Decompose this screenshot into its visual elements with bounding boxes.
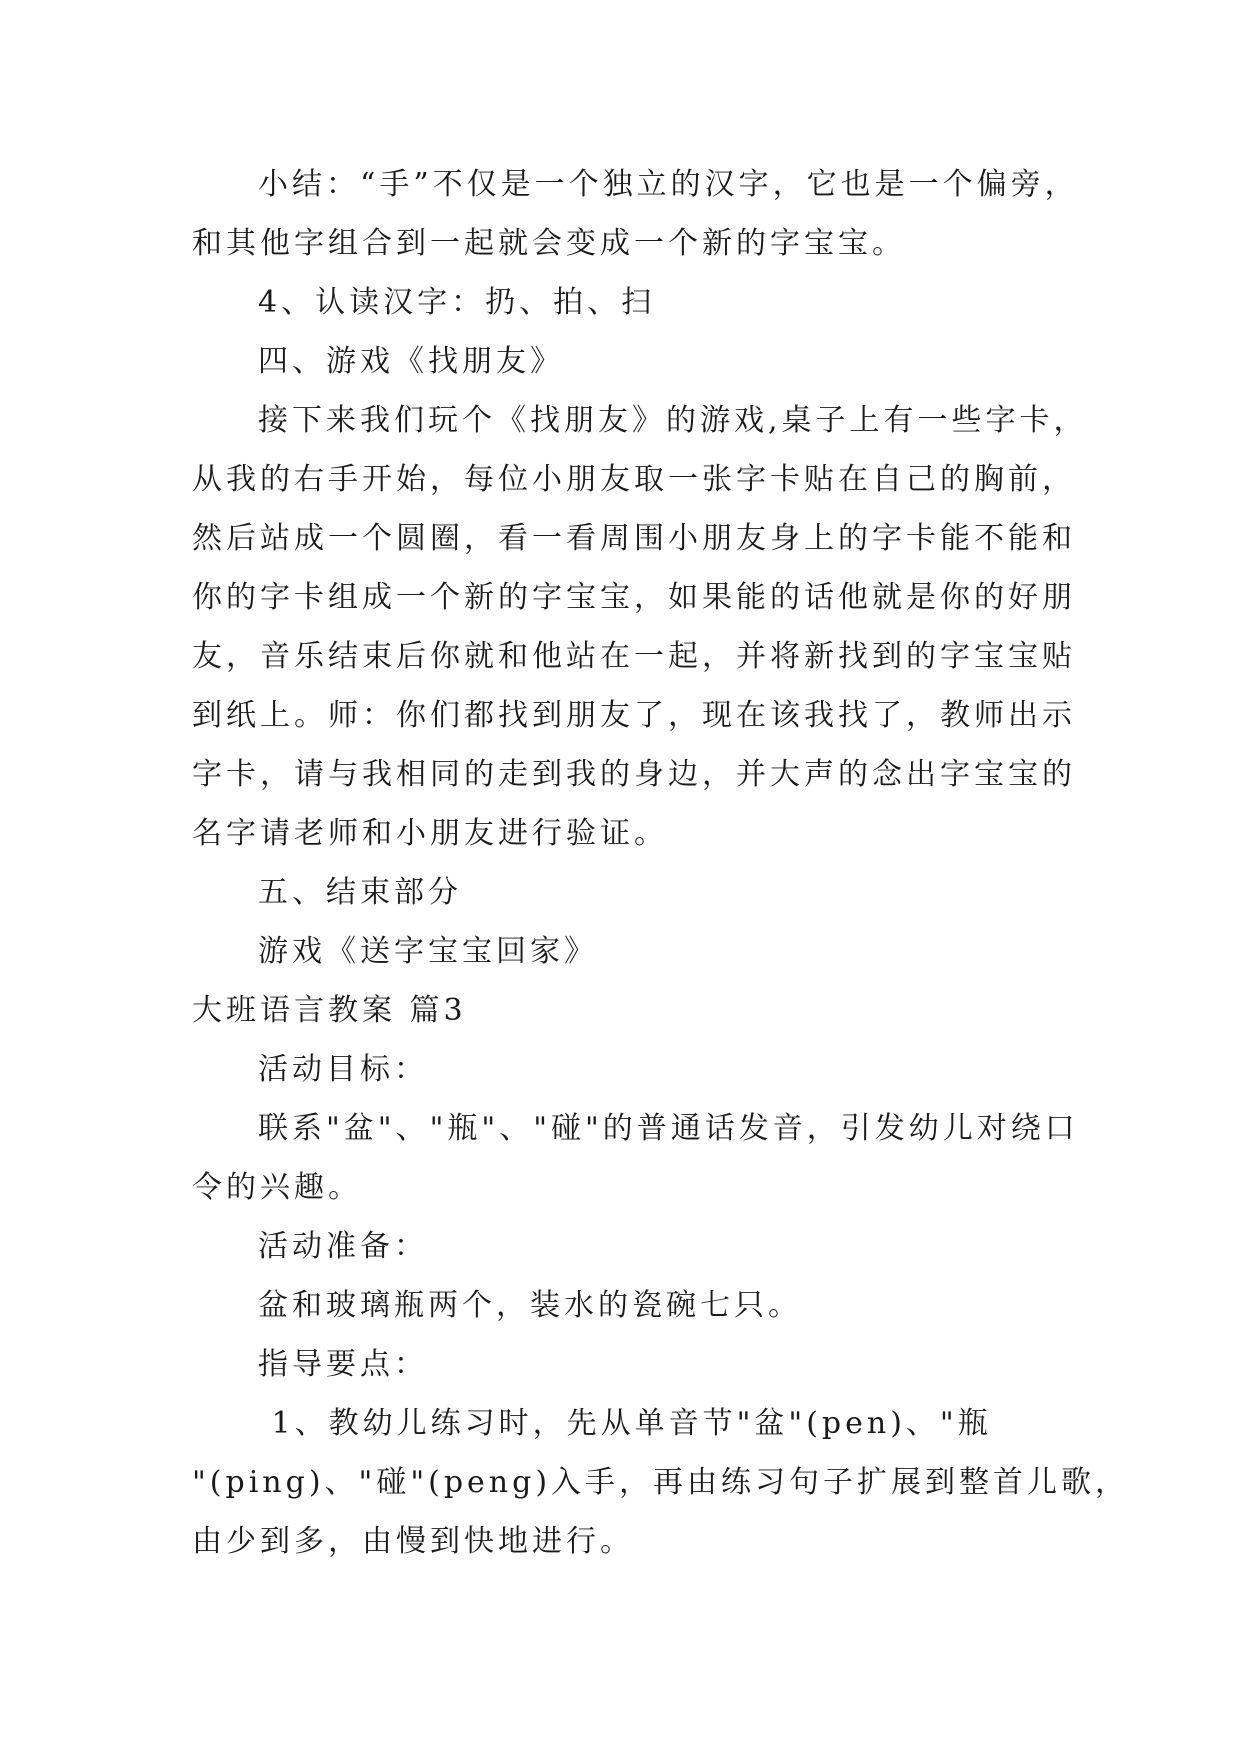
game-title-paragraph <box>192 922 1054 981</box>
text-line: 活动目标： <box>258 1052 428 1087</box>
text-line: "(ping)、"碰"(peng)入手，再由练习句子扩展到整首儿歌， <box>192 1465 1130 1500</box>
document-body <box>192 155 1130 1571</box>
text-line: 名字请老师和小朋友进行验证。 <box>192 816 668 851</box>
lesson-title <box>192 981 1054 1040</box>
text-line: 活动准备： <box>258 1229 428 1264</box>
goal-heading <box>192 1040 1054 1099</box>
text-line: 然后站成一个圆圈，看一看周围小朋友身上的字卡能不能和 <box>192 521 1076 556</box>
guidance-paragraph <box>192 1394 1130 1571</box>
text-line: 小结：“手”不仅是一个独立的汉字，它也是一个偏旁， <box>258 167 1079 202</box>
text-line: 1、教幼儿练习时，先从单音节"盆"(pen)、"瓶 <box>258 1406 992 1441</box>
text-line: 由少到多，由慢到快地进行。 <box>192 1524 634 1559</box>
text-line: 和其他字组合到一起就会变成一个新的字宝宝。 <box>192 226 906 261</box>
text-line: 盆和玻璃瓶两个，装水的瓷碗七只。 <box>258 1288 802 1323</box>
text-line: 大班语言教案 篇3 <box>192 993 467 1028</box>
guidance-heading <box>192 1335 1054 1394</box>
text-line: 指导要点： <box>258 1347 428 1382</box>
section-heading <box>192 332 1054 391</box>
preparation-heading <box>192 1217 1054 1276</box>
text-line: 接下来我们玩个《找朋友》的游戏,桌子上有一些字卡， <box>258 403 1088 438</box>
text-line: 4、认读汉字：扔、拍、扫 <box>258 285 656 320</box>
text-line: 友，音乐结束后你就和他站在一起，并将新找到的字宝宝贴 <box>192 639 1076 674</box>
text-line: 字卡，请与我相同的走到我的身边，并大声的念出字宝宝的 <box>192 757 1076 792</box>
preparation-paragraph <box>192 1276 1054 1335</box>
game-description-paragraph <box>192 391 1088 863</box>
section-heading <box>192 863 1054 922</box>
text-line: 从我的右手开始，每位小朋友取一张字卡贴在自己的胸前， <box>192 462 1076 497</box>
text-line: 联系"盆"、"瓶"、"碰"的普通话发音，引发幼儿对绕口 <box>258 1111 1079 1146</box>
goal-paragraph <box>192 1099 1079 1217</box>
step-item <box>192 273 1054 332</box>
text-line: 游戏《送字宝宝回家》 <box>258 934 598 969</box>
summary-paragraph <box>192 155 1079 273</box>
text-line: 令的兴趣。 <box>192 1170 362 1205</box>
text-line: 四、游戏《找朋友》 <box>258 344 564 379</box>
text-line: 你的字卡组成一个新的字宝宝，如果能的话他就是你的好朋 <box>192 580 1076 615</box>
text-line: 到纸上。师：你们都找到朋友了，现在该我找了，教师出示 <box>192 698 1076 733</box>
text-line: 五、结束部分 <box>258 875 462 910</box>
